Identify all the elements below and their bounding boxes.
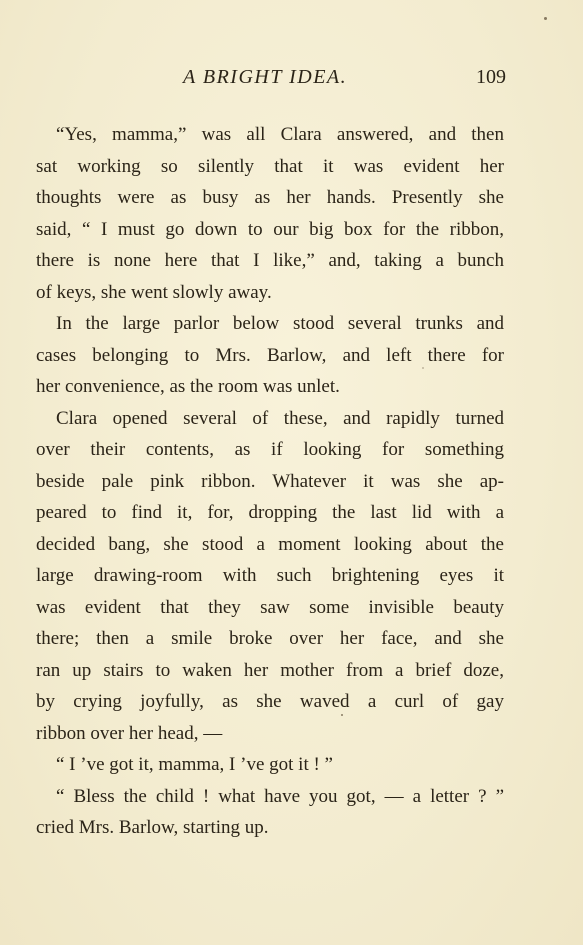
body-text [36, 119, 504, 844]
text-line: peared to find it, for, dropping the last lid with a [36, 502, 504, 523]
text-line: there; then a smile broke over her face, and she [36, 628, 504, 649]
text-line: Clara opened several of these, and rapidly turned [56, 407, 504, 429]
page-header [0, 66, 583, 96]
paragraph [36, 749, 504, 781]
text-line: ribbon over her head, — [36, 722, 223, 744]
text-line: said, “ I must go down to our big box for the ribbon, [36, 218, 504, 240]
text-line: by crying joyfully, as she waved a curl of gay [36, 691, 504, 712]
text-line: of keys, she went slowly away. [36, 281, 272, 303]
text-line: beside pale pink ribbon. Whatever it was she ap- [36, 470, 504, 492]
text-line: In the large parlor below stood several trunks and [56, 313, 504, 334]
text-line: ran up stairs to waken her mother from a brief doze, [36, 659, 504, 681]
text-line: large drawing-room with such brightening eyes it [36, 565, 504, 586]
print-speck [544, 17, 547, 20]
page-number: 109 [476, 66, 506, 88]
text-line: “Yes, mamma,” was all Clara answered, and then [56, 124, 504, 145]
text-line: cried Mrs. Barlow, starting up. [36, 817, 269, 838]
text-line: “ Bless the child ! what have you got, — a letter ? ” [56, 785, 504, 807]
paragraph [36, 308, 504, 403]
text-line: sat working so silently that it was evident her [36, 155, 504, 177]
text-line: was evident that they saw some invisible beauty [36, 596, 504, 618]
paragraph [36, 403, 504, 750]
text-line: cases belonging to Mrs. Barlow, and left there for [36, 344, 504, 366]
paragraph [36, 781, 504, 844]
text-line: over their contents, as if looking for something [36, 439, 504, 460]
running-title: A BRIGHT IDEA. [183, 66, 348, 88]
text-line: her convenience, as the room was unlet. [36, 376, 340, 397]
paragraph [36, 119, 504, 308]
text-line: thoughts were as busy as her hands. Presently she [36, 187, 504, 208]
text-line: “ I ’ve got it, mamma, I ’ve got it ! ” [56, 754, 333, 775]
print-speck [422, 367, 424, 369]
print-speck [341, 714, 343, 716]
text-line: there is none here that I like,” and, taking a bunch [36, 250, 504, 271]
text-line: decided bang, she stood a moment looking about the [36, 533, 504, 555]
